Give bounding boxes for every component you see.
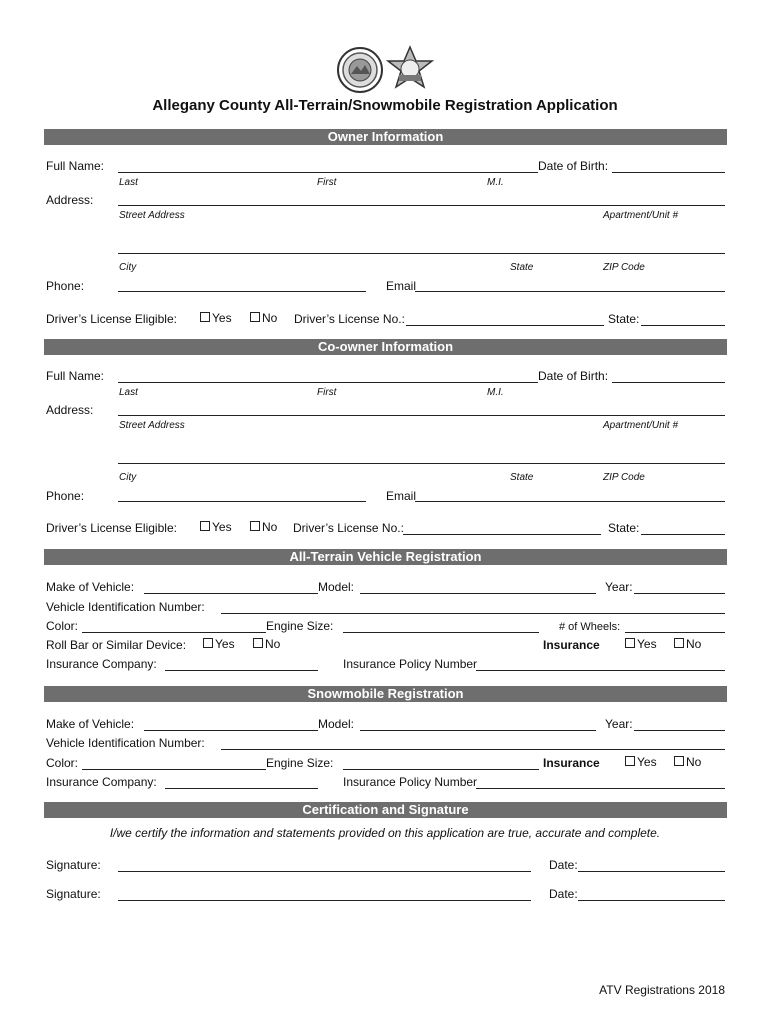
owner-last-caption: Last bbox=[119, 177, 138, 188]
date-2-label: Date: bbox=[549, 887, 578, 901]
snow-engine-field[interactable] bbox=[343, 769, 539, 770]
owner-dob-field[interactable] bbox=[612, 172, 725, 173]
coowner-first-caption: First bbox=[317, 387, 337, 398]
coowner-city-field[interactable] bbox=[118, 463, 725, 464]
signature-2-field[interactable] bbox=[118, 900, 531, 901]
atv-insurance-label: Insurance bbox=[543, 638, 600, 652]
snow-insurance-yes-checkbox[interactable]: Yes bbox=[625, 755, 657, 769]
coowner-dl-no-checkbox[interactable]: No bbox=[250, 520, 277, 534]
owner-street-field[interactable] bbox=[118, 205, 725, 206]
date-2-field[interactable] bbox=[578, 900, 725, 901]
coowner-phone-label: Phone: bbox=[46, 489, 85, 503]
coowner-mi-caption: M.I. bbox=[487, 387, 504, 398]
owner-dob-label: Date of Birth: bbox=[538, 159, 609, 173]
atv-policy-label: Insurance Policy Number bbox=[343, 657, 478, 671]
owner-phone-label: Phone: bbox=[46, 279, 85, 293]
owner-phone-field[interactable] bbox=[118, 291, 366, 292]
owner-dl-number-field[interactable] bbox=[406, 325, 604, 326]
atv-year-label: Year: bbox=[605, 580, 633, 594]
coowner-dl-no-label: Driver’s License No.: bbox=[293, 521, 404, 535]
coowner-state-caption: State bbox=[510, 472, 534, 483]
owner-apt-caption: Apartment/Unit # bbox=[603, 210, 679, 221]
snow-make-field[interactable] bbox=[144, 730, 318, 731]
owner-dl-no-checkbox[interactable]: No bbox=[250, 311, 277, 325]
atv-rollbar-label: Roll Bar or Similar Device: bbox=[46, 638, 187, 652]
section-snowmobile-registration: Snowmobile Registration bbox=[44, 686, 727, 702]
sheriff-badge-icon bbox=[385, 45, 435, 95]
snow-year-label: Year: bbox=[605, 717, 633, 731]
atv-rollbar-no-checkbox[interactable]: No bbox=[253, 637, 280, 651]
owner-zip-caption: ZIP Code bbox=[603, 262, 645, 273]
atv-vin-label: Vehicle Identification Number: bbox=[46, 600, 205, 614]
atv-policy-field[interactable] bbox=[476, 670, 725, 671]
date-1-field[interactable] bbox=[578, 871, 725, 872]
owner-city-caption: City bbox=[119, 262, 137, 273]
atv-rollbar-yes-checkbox[interactable]: Yes bbox=[203, 637, 235, 651]
owner-mi-caption: M.I. bbox=[487, 177, 504, 188]
owner-full-name-label: Full Name: bbox=[46, 159, 105, 173]
owner-first-caption: First bbox=[317, 177, 337, 188]
coowner-state-field[interactable] bbox=[641, 534, 725, 535]
coowner-phone-field[interactable] bbox=[118, 501, 366, 502]
snow-policy-field[interactable] bbox=[476, 788, 725, 789]
signature-1-label: Signature: bbox=[46, 858, 101, 872]
atv-insurance-company-field[interactable] bbox=[165, 670, 318, 671]
owner-address-label: Address: bbox=[46, 193, 94, 207]
owner-state-field[interactable] bbox=[641, 325, 725, 326]
coowner-dob-label: Date of Birth: bbox=[538, 369, 609, 383]
coowner-state-label: State: bbox=[608, 521, 640, 535]
snow-year-field[interactable] bbox=[634, 730, 725, 731]
date-1-label: Date: bbox=[549, 858, 578, 872]
coowner-dl-yes-checkbox[interactable]: Yes bbox=[200, 520, 232, 534]
certification-statement: I/we certify the information and statements provided on this application are true, accurate and complete. bbox=[109, 826, 661, 840]
county-seal-icon bbox=[337, 47, 383, 93]
snow-insurance-company-field[interactable] bbox=[165, 788, 318, 789]
coowner-zip-caption: ZIP Code bbox=[603, 472, 645, 483]
atv-color-field[interactable] bbox=[82, 632, 266, 633]
section-coowner-information: Co-owner Information bbox=[44, 339, 727, 355]
section-certification: Certification and Signature bbox=[44, 802, 727, 818]
atv-engine-label: Engine Size: bbox=[266, 619, 334, 633]
coowner-street-caption: Street Address bbox=[119, 420, 185, 431]
section-atv-registration: All-Terrain Vehicle Registration bbox=[44, 549, 727, 565]
atv-make-field[interactable] bbox=[144, 593, 318, 594]
coowner-city-caption: City bbox=[119, 472, 137, 483]
owner-dl-eligible-label: Driver’s License Eligible: bbox=[46, 312, 177, 326]
snow-insurance-no-checkbox[interactable]: No bbox=[674, 755, 701, 769]
coowner-full-name-label: Full Name: bbox=[46, 369, 105, 383]
owner-dl-no-label: Driver’s License No.: bbox=[294, 312, 405, 326]
atv-engine-field[interactable] bbox=[343, 632, 539, 633]
atv-wheels-label: # of Wheels: bbox=[559, 621, 621, 633]
coowner-email-label: Email bbox=[386, 489, 417, 503]
owner-street-caption: Street Address bbox=[119, 210, 185, 221]
coowner-address-label: Address: bbox=[46, 403, 94, 417]
coowner-dl-eligible-label: Driver’s License Eligible: bbox=[46, 521, 177, 535]
owner-email-field[interactable] bbox=[415, 291, 725, 292]
owner-state-label: State: bbox=[608, 312, 640, 326]
owner-full-name-field[interactable] bbox=[118, 172, 538, 173]
snow-model-field[interactable] bbox=[360, 730, 596, 731]
atv-make-label: Make of Vehicle: bbox=[46, 580, 135, 594]
atv-insurance-no-checkbox[interactable]: No bbox=[674, 637, 701, 651]
atv-model-label: Model: bbox=[318, 580, 355, 594]
atv-model-field[interactable] bbox=[360, 593, 596, 594]
coowner-last-caption: Last bbox=[119, 387, 138, 398]
snow-vin-label: Vehicle Identification Number: bbox=[46, 736, 205, 750]
owner-dl-yes-checkbox[interactable]: Yes bbox=[200, 311, 232, 325]
snow-color-label: Color: bbox=[46, 756, 79, 770]
snow-insurance-company-label: Insurance Company: bbox=[46, 775, 157, 789]
signature-2-label: Signature: bbox=[46, 887, 101, 901]
atv-vin-field[interactable] bbox=[221, 613, 725, 614]
page-title: Allegany County All-Terrain/Snowmobile Registration Application bbox=[152, 97, 618, 114]
owner-city-field[interactable] bbox=[118, 253, 725, 254]
snow-insurance-label: Insurance bbox=[543, 756, 600, 770]
section-owner-information: Owner Information bbox=[44, 129, 727, 145]
atv-wheels-field[interactable] bbox=[625, 632, 725, 633]
snow-vin-field[interactable] bbox=[221, 749, 725, 750]
footer-label: ATV Registrations 2018 bbox=[599, 983, 725, 997]
coowner-apt-caption: Apartment/Unit # bbox=[603, 420, 679, 431]
owner-email-label: Email bbox=[386, 279, 417, 293]
coowner-dob-field[interactable] bbox=[612, 382, 725, 383]
signature-1-field[interactable] bbox=[118, 871, 531, 872]
coowner-full-name-field[interactable] bbox=[118, 382, 538, 383]
snow-policy-label: Insurance Policy Number bbox=[343, 775, 478, 789]
snow-engine-label: Engine Size: bbox=[266, 756, 334, 770]
owner-state-caption: State bbox=[510, 262, 534, 273]
coowner-dl-number-field[interactable] bbox=[403, 534, 601, 535]
snow-model-label: Model: bbox=[318, 717, 355, 731]
atv-color-label: Color: bbox=[46, 619, 79, 633]
snow-make-label: Make of Vehicle: bbox=[46, 717, 135, 731]
atv-insurance-company-label: Insurance Company: bbox=[46, 657, 157, 671]
atv-insurance-yes-checkbox[interactable]: Yes bbox=[625, 637, 657, 651]
coowner-email-field[interactable] bbox=[415, 501, 725, 502]
snow-color-field[interactable] bbox=[82, 769, 266, 770]
coowner-street-field[interactable] bbox=[118, 415, 725, 416]
atv-year-field[interactable] bbox=[634, 593, 725, 594]
